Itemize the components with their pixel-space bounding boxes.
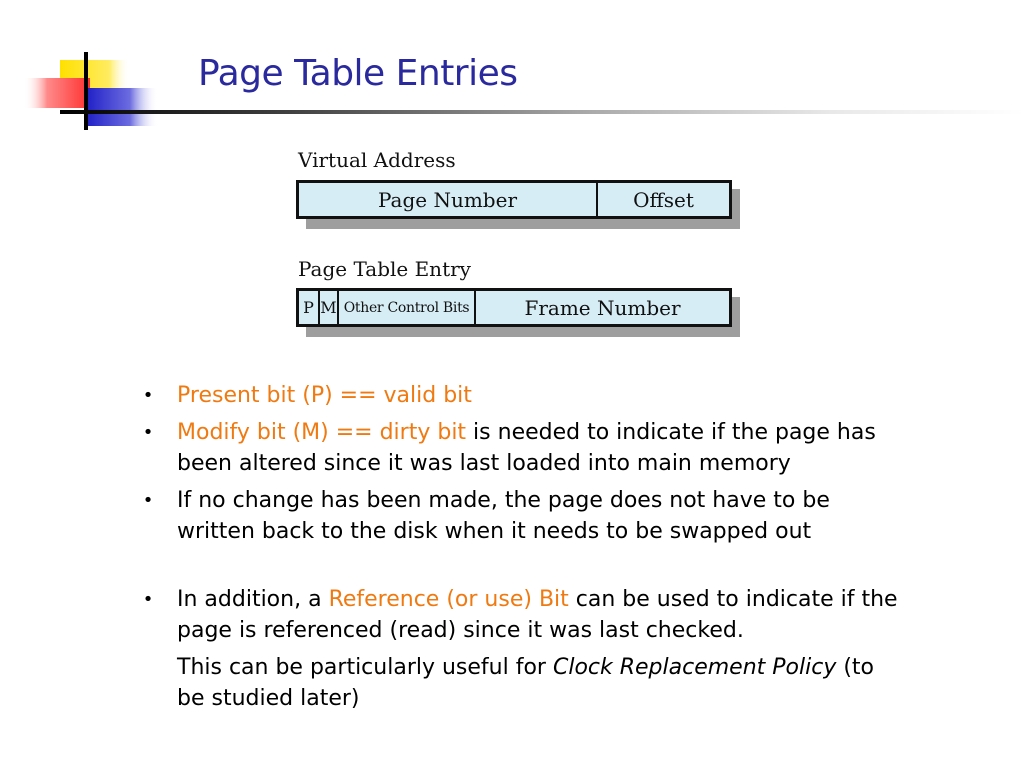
- bullet-dot-icon: •: [142, 422, 154, 443]
- bullet-gap: [140, 553, 900, 584]
- no-change-text: If no change has been made, the page does not have to be written back to the disk when it needs to be swapped out: [177, 488, 830, 544]
- bullet-reference-bit: [140, 584, 900, 646]
- reference-bit-prefix: In addition, a: [177, 587, 329, 612]
- bullet-dot-icon: •: [142, 490, 154, 511]
- clock-policy-suffix: (to be studied later): [177, 655, 875, 711]
- bullet-no-change: [140, 485, 900, 547]
- bullet-dot-icon: •: [142, 589, 154, 610]
- title-underline: [60, 110, 1024, 114]
- present-bit-text: Present bit (P) == valid bit: [177, 383, 472, 408]
- modify-bit-text: Modify bit (M) == dirty bit: [177, 420, 467, 445]
- slide-logo-decoration: [0, 0, 200, 140]
- clock-policy-prefix: This can be particularly useful for: [177, 655, 553, 680]
- clock-policy-name: Clock Replacement Policy: [552, 655, 837, 680]
- bullet-dot-icon: •: [142, 385, 154, 406]
- frame-number-field: Frame Number: [474, 291, 729, 324]
- page-number-field: Page Number: [377, 187, 518, 212]
- virtual-address-label: Virtual Address: [298, 148, 456, 172]
- reference-bit-text: Reference (or use) Bit: [328, 587, 569, 612]
- bullet-list: [140, 380, 900, 714]
- offset-field: Offset: [596, 183, 729, 216]
- page-table-entry-label: Page Table Entry: [298, 257, 471, 281]
- modify-bit-field: M: [318, 291, 337, 324]
- slide-title: Page Table Entries: [198, 53, 518, 94]
- virtual-address-box: [296, 180, 732, 219]
- other-control-bits-field: Other Control Bits: [337, 291, 474, 324]
- bullet-present-bit: [140, 380, 900, 411]
- clock-policy-paragraph: [140, 652, 900, 714]
- bullet-modify-bit: [140, 417, 900, 479]
- modify-bit-description: is needed to indicate if the page has been altered since it was last loaded into main memory: [177, 420, 876, 476]
- page-table-entry-box: [296, 288, 732, 327]
- present-bit-field: P: [303, 298, 314, 317]
- reference-bit-description: can be used to indicate if the page is referenced (read) since it was last checked.: [177, 587, 898, 643]
